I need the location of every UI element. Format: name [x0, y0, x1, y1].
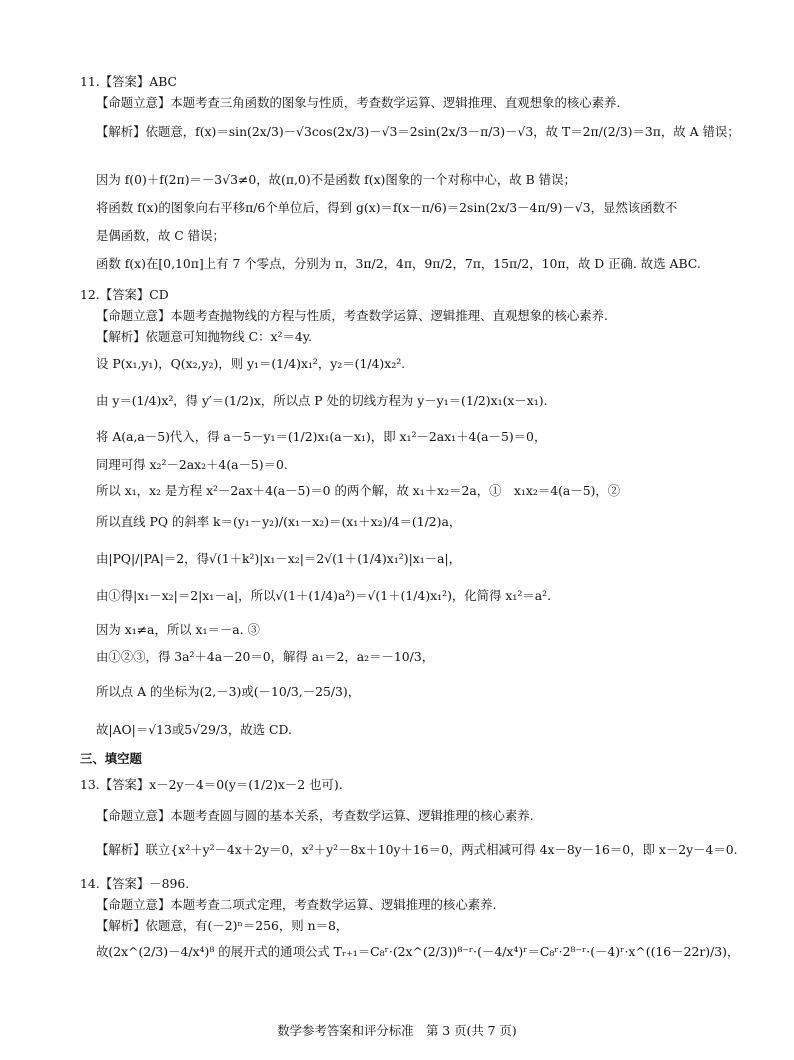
q11-analysis: 是偶函数，故 C 错误；	[96, 228, 225, 243]
q11-analysis: 因为 f(0)＋f(2π)＝－3√3≠0，故(π,0)不是函数 f(x)图象的一个对称中心，故 B 错误；	[96, 172, 576, 187]
q12-analysis: 因为 x₁≠a，所以 x₁＝－a. ③	[96, 622, 260, 637]
q14-intent: 【命题立意】本题考查二项式定理，考查数学运算、逻辑推理的核心素养.	[96, 897, 497, 912]
q12-analysis: 故|AO|＝√13或5√29/3，故选 CD.	[96, 722, 292, 737]
q12-analysis: 将 A(a,a－5)代入，得 a－5－y₁＝(1/2)x₁(a－x₁)，即 x₁²－2ax₁＋4(a－5)＝0，	[96, 429, 547, 444]
q12-intent: 【命题立意】本题考查抛物线的方程与性质，考查数学运算、逻辑推理、直观想象的核心素养.	[96, 308, 608, 323]
q13-analysis: 【解析】联立{x²＋y²－4x＋2y＝0，x²＋y²－8x＋10y＋16＝0，两式相减可得 4x－8y－16＝0，即 x－2y－4＝0.	[96, 842, 738, 857]
q12-analysis: 所以点 A 的坐标为(2,－3)或(－10/3,－25/3)，	[96, 684, 361, 699]
q11-answer: 11.【答案】ABC	[80, 74, 178, 89]
q11-analysis: 函数 f(x)在[0,10π]上有 7 个零点，分别为 π，3π/2，4π，9π/2，7π，15π/2，10π，故 D 正确. 故选 ABC.	[96, 256, 701, 271]
q14-analysis: 故(2x^(2/3)－4/x⁴)⁸ 的展开式的通项公式 Tᵣ₊₁＝C₈ʳ·(2x^(2/3))⁸⁻ʳ·(－4/x⁴)ʳ＝C₈ʳ·2⁸⁻ʳ·(－4)ʳ·x^((16－22r)/3)，	[96, 944, 740, 959]
q12-analysis: 由 y＝(1/4)x²，得 y′＝(1/2)x，所以点 P 处的切线方程为 y－y₁＝(1/2)x₁(x－x₁).	[96, 393, 548, 408]
q14-answer: 14.【答案】－896.	[80, 876, 190, 891]
q13-answer: 13.【答案】x－2y－4＝0(y＝(1/2)x－2 也可).	[80, 777, 343, 792]
q12-analysis: 由①得|x₁－x₂|＝2|x₁－a|，所以√(1＋(1/4)a²)＝√(1＋(1/4)x₁²)，化简得 x₁²＝a².	[96, 588, 552, 603]
q12-analysis: 所以直线 PQ 的斜率 k＝(y₁－y₂)/(x₁－x₂)＝(x₁＋x₂)/4＝(1/2)a，	[96, 514, 462, 529]
section-heading: 三、填空题	[80, 751, 142, 766]
q12-analysis: 同理可得 x₂²－2ax₂＋4(a－5)＝0.	[96, 457, 288, 472]
q14-analysis: 【解析】依题意，有(－2)ⁿ＝256，则 n＝8，	[96, 918, 349, 933]
q11-analysis: 将函数 f(x)的图象向右平移π/6个单位后，得到 g(x)＝f(x－π/6)＝2sin(2x/3－4π/9)－√3，显然该函数不	[96, 200, 678, 215]
q12-analysis: 设 P(x₁,y₁)，Q(x₂,y₂)，则 y₁＝(1/4)x₁²，y₂＝(1/4)x₂².	[96, 356, 406, 371]
q11-intent: 【命题立意】本题考查三角函数的图象与性质，考查数学运算、逻辑推理、直观想象的核心素养.	[96, 95, 621, 110]
q13-intent: 【命题立意】本题考查圆与圆的基本关系，考查数学运算、逻辑推理的核心素养.	[96, 808, 534, 823]
q12-analysis: 由|PQ|/|PA|＝2，得√(1＋k²)|x₁－x₂|＝2√(1＋(1/4)x₁²)|x₁－a|，	[96, 551, 462, 566]
q12-analysis: 【解析】依题意可知抛物线 C：x²＝4y.	[96, 329, 313, 344]
q12-analysis: 所以 x₁，x₂ 是方程 x²－2ax＋4(a－5)＝0 的两个解，故 x₁＋x₂＝2a，① x₁x₂＝4(a－5)，②	[96, 483, 621, 498]
page-footer: 数学参考答案和评分标准 第 3 页(共 7 页)	[277, 1023, 517, 1038]
q12-answer: 12.【答案】CD	[80, 287, 169, 302]
q12-analysis: 由①②③，得 3a²＋4a－20＝0，解得 a₁＝2，a₂＝－10/3，	[96, 649, 435, 664]
q11-analysis: 【解析】依题意，f(x)＝sin(2x/3)－√3cos(2x/3)－√3＝2sin(2x/3－π/3)－√3，故 T＝2π/(2/3)＝3π，故 A 错误；	[96, 124, 740, 139]
